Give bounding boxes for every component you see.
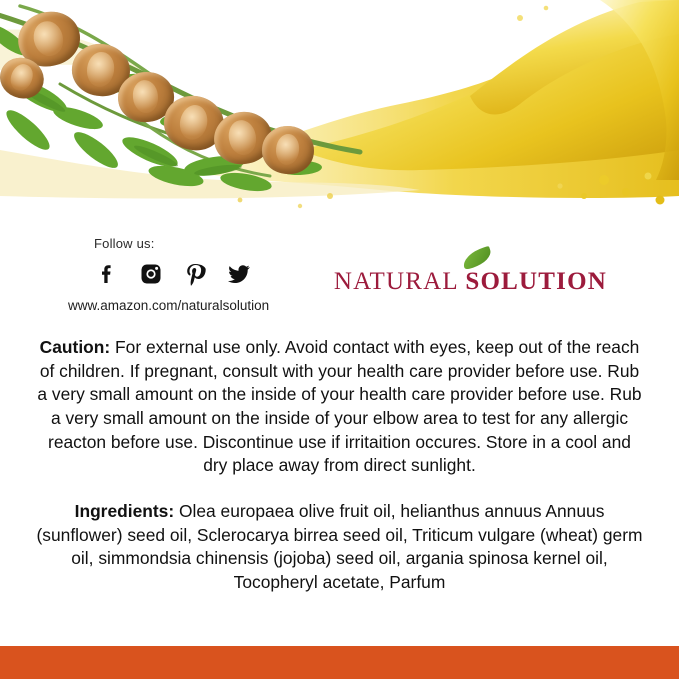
ingredients-label: Ingredients: [74, 501, 175, 522]
ingredients-text: Olea europaea olive fruit oil, helianthus annuus Annuus (sunflower) seed oil, Sclerocarya birrea seed oil, Triticum vulgare (wheat) germ oil, simmondsia chinensis (jojoba) seed oil, argania spinosa kernel oil, Tocopheryl acetate, Parfum [36, 501, 643, 593]
website-url[interactable]: www.amazon.com/naturalsolution [68, 298, 270, 313]
pinterest-icon[interactable] [182, 261, 208, 287]
label-body-text [34, 336, 645, 595]
leaf-icon [460, 246, 493, 270]
twitter-icon[interactable] [226, 261, 252, 287]
brand-name [334, 268, 607, 296]
footer-accent-bar [0, 646, 679, 679]
caution-paragraph [34, 336, 645, 478]
caution-text: For external use only. Avoid contact with eyes, keep out of the reach of children. If pregnant, consult with your health care provider before use. Rub a very small amount on the inside of your health care provider before use. Rub a very small amount on the inside of your elbow area to test for any allergic reacton before use. Discontinue use if irritaition occures. Store in a cool and dry place away from direct sunlight. [37, 337, 642, 476]
brand-logo [334, 248, 607, 296]
ingredients-paragraph [34, 500, 645, 595]
brand-word-two: SOLUTION [465, 268, 607, 295]
logo-leaf-wrap [334, 248, 607, 270]
caution-label: Caution: [39, 337, 111, 357]
hero-illustration [0, 0, 679, 228]
follow-us-label: Follow us: [94, 236, 155, 251]
social-links-row [94, 259, 368, 289]
follow-us-block [68, 236, 368, 313]
brand-word-one: NATURAL [333, 268, 458, 295]
instagram-icon[interactable] [138, 261, 164, 287]
oil-splash-graphic [0, 0, 679, 228]
facebook-icon[interactable] [94, 261, 120, 287]
